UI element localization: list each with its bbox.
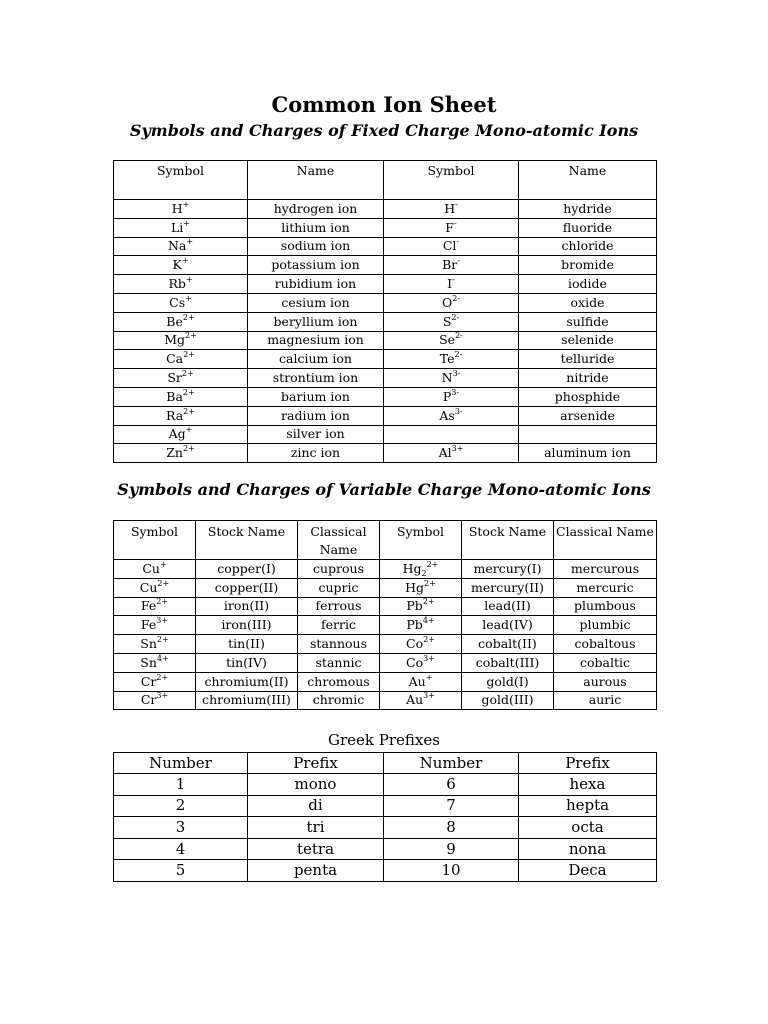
table-cell: chromous xyxy=(298,672,380,691)
ion-charge: 2- xyxy=(452,293,461,303)
table-cell: sulfide xyxy=(519,312,657,331)
table-row xyxy=(114,312,657,331)
column-header: Stock Name xyxy=(196,521,298,560)
table-row xyxy=(114,275,657,294)
ion-charge: 2+ xyxy=(182,312,195,322)
ion-charge: - xyxy=(455,199,458,209)
ion-symbol-cell xyxy=(384,200,519,219)
table-cell: cesium ion xyxy=(248,293,384,312)
table-body xyxy=(114,200,657,463)
table-cell: chromic xyxy=(298,691,380,710)
table-cell: 1 xyxy=(114,774,248,796)
ion-symbol-cell xyxy=(380,597,462,616)
ion-symbol-cell xyxy=(114,444,248,463)
ion-symbol-cell xyxy=(114,312,248,331)
ion-symbol: Cr xyxy=(140,692,157,708)
table-cell: iodide xyxy=(519,275,657,294)
table-row xyxy=(114,817,657,839)
table-cell: hexa xyxy=(519,774,657,796)
fixed-ions-heading: Symbols and Charges of Fixed Charge Mono-atomic Ions xyxy=(129,121,639,140)
ion-symbol-cell xyxy=(114,425,248,444)
table-cell: tetra xyxy=(248,838,384,860)
table-header xyxy=(114,521,657,560)
table-row xyxy=(114,635,657,654)
table-cell: cupric xyxy=(298,578,380,597)
ion-charge: 2- xyxy=(451,312,460,322)
column-header: Symbol xyxy=(384,161,519,200)
ion-charge: - xyxy=(453,218,457,228)
table-cell: mercuric xyxy=(554,578,657,597)
ion-symbol: Ra xyxy=(166,407,184,423)
table-cell: silver ion xyxy=(248,425,384,444)
ion-symbol-cell xyxy=(114,237,248,256)
ion-charge: 3- xyxy=(454,406,463,416)
ion-symbol-cell xyxy=(114,256,248,275)
table-cell: arsenide xyxy=(519,406,657,425)
ion-charge: 3+ xyxy=(451,444,464,454)
table-cell: stannic xyxy=(298,653,380,672)
ion-charge: + xyxy=(425,672,433,682)
table-cell: di xyxy=(248,795,384,817)
ion-symbol-cell xyxy=(114,293,248,312)
table-cell: nona xyxy=(519,838,657,860)
table-cell: strontium ion xyxy=(248,369,384,388)
ion-charge: 2+ xyxy=(422,597,435,607)
table-cell: ferrous xyxy=(298,597,380,616)
table-cell: gold(III) xyxy=(462,691,554,710)
column-header: Symbol xyxy=(380,521,462,560)
table-cell: 4 xyxy=(114,838,248,860)
table-cell: plumbous xyxy=(554,597,657,616)
ion-symbol: Ca xyxy=(166,351,184,367)
ion-symbol-cell xyxy=(384,256,519,275)
ion-symbol-cell xyxy=(114,387,248,406)
table-cell: telluride xyxy=(519,350,657,369)
ion-symbol: S xyxy=(442,313,452,329)
ion-symbol-cell xyxy=(114,616,196,635)
ion-symbol-cell xyxy=(114,560,196,579)
table-row xyxy=(114,293,657,312)
ion-charge: + xyxy=(159,559,167,569)
header-row xyxy=(114,161,657,200)
ion-symbol-cell xyxy=(384,237,519,256)
ion-symbol: N xyxy=(441,370,453,386)
table-row xyxy=(114,860,657,882)
ion-symbol: Ba xyxy=(166,388,183,404)
table-row xyxy=(114,237,657,256)
table-row xyxy=(114,218,657,237)
table-cell: cobaltous xyxy=(554,635,657,654)
table-cell: barium ion xyxy=(248,387,384,406)
table-cell: 3 xyxy=(114,817,248,839)
table-cell: cobalt(II) xyxy=(462,635,554,654)
ion-symbol-cell xyxy=(380,653,462,672)
table-header xyxy=(114,753,657,774)
table-cell: rubidium ion xyxy=(248,275,384,294)
table-cell xyxy=(519,425,657,444)
ion-charge: 2+ xyxy=(183,406,195,416)
ion-charge: - xyxy=(457,256,460,266)
ion-charge: 2- xyxy=(454,350,463,360)
table-cell: mercurous xyxy=(554,560,657,579)
table-row xyxy=(114,616,657,635)
variable-charge-ions-table xyxy=(113,520,657,710)
ion-symbol-cell xyxy=(384,312,519,331)
ion-symbol: Te xyxy=(439,351,455,367)
ion-symbol: F xyxy=(445,219,454,235)
ion-symbol: Au xyxy=(406,692,424,708)
ion-charge: 4+ xyxy=(422,616,435,626)
ion-symbol-cell xyxy=(380,635,462,654)
ion-symbol: Se xyxy=(439,332,456,348)
column-header: Number xyxy=(384,753,519,774)
ion-symbol: Rb xyxy=(168,276,186,292)
table-cell: 9 xyxy=(384,838,519,860)
table-cell: mono xyxy=(248,774,384,796)
table-cell: fluoride xyxy=(519,218,657,237)
table-cell: cobaltic xyxy=(554,653,657,672)
column-header: Prefix xyxy=(519,753,657,774)
ion-symbol: Fe xyxy=(140,598,157,614)
table-cell: stannous xyxy=(298,635,380,654)
ion-symbol: Li xyxy=(170,219,184,235)
table-row xyxy=(114,444,657,463)
ion-symbol-cell xyxy=(114,672,196,691)
variable-ions-heading: Symbols and Charges of Variable Charge Mono-atomic Ions xyxy=(117,480,651,499)
ion-symbol-cell xyxy=(380,691,462,710)
ion-symbol: Co xyxy=(406,654,424,670)
table-cell: tri xyxy=(248,817,384,839)
ion-symbol: Cs xyxy=(169,294,186,310)
table-cell: nitride xyxy=(519,369,657,388)
table-row xyxy=(114,369,657,388)
table-row xyxy=(114,691,657,710)
table-cell: lead(II) xyxy=(462,597,554,616)
ion-symbol-cell xyxy=(114,578,196,597)
ion-symbol: Co xyxy=(406,636,424,652)
ion-symbol-cell xyxy=(380,578,462,597)
ion-symbol: Cu xyxy=(142,560,160,576)
table-cell: copper(II) xyxy=(196,578,298,597)
table-body xyxy=(114,560,657,710)
ion-symbol-cell xyxy=(114,331,248,350)
ion-symbol-cell xyxy=(114,597,196,616)
table-cell: Deca xyxy=(519,860,657,882)
table-cell: 7 xyxy=(384,795,519,817)
table-cell: lithium ion xyxy=(248,218,384,237)
table-row xyxy=(114,672,657,691)
ion-symbol-cell xyxy=(384,369,519,388)
table-cell: 5 xyxy=(114,860,248,882)
header-row xyxy=(114,521,657,560)
ion-charge: 2+ xyxy=(426,559,439,569)
ion-symbol-cell xyxy=(114,200,248,219)
ion-symbol-cell xyxy=(380,560,462,579)
ion-symbol-cell xyxy=(114,275,248,294)
ion-symbol-cell xyxy=(384,387,519,406)
ion-symbol: Sn xyxy=(140,636,157,652)
ion-symbol-cell xyxy=(380,672,462,691)
ion-symbol: H xyxy=(171,200,183,216)
ion-charge: 4+ xyxy=(156,653,169,663)
table-cell: auric xyxy=(554,691,657,710)
ion-symbol-cell xyxy=(114,369,248,388)
ion-symbol: I xyxy=(447,276,453,292)
ion-symbol-cell xyxy=(114,218,248,237)
ion-charge: 2+ xyxy=(182,444,195,454)
ion-symbol-cell xyxy=(384,406,519,425)
ion-symbol: Cr xyxy=(140,673,157,689)
table-cell: sodium ion xyxy=(248,237,384,256)
table-cell: bromide xyxy=(519,256,657,275)
ion-charge: 2+ xyxy=(156,597,169,607)
page-title: Common Ion Sheet xyxy=(271,92,497,117)
ion-charge: 2+ xyxy=(185,331,197,341)
column-header: Name xyxy=(519,161,657,200)
table-cell: cobalt(III) xyxy=(462,653,554,672)
table-cell: chromium(II) xyxy=(196,672,298,691)
ion-charge: 3- xyxy=(451,387,460,397)
table-body xyxy=(114,774,657,882)
ion-charge: 2+ xyxy=(157,578,170,588)
ion-symbol-cell xyxy=(384,293,519,312)
table-cell: phosphide xyxy=(519,387,657,406)
table-row xyxy=(114,578,657,597)
ion-charge: 2- xyxy=(455,331,463,341)
ion-symbol: Al xyxy=(438,445,452,461)
table-row xyxy=(114,838,657,860)
column-header: Stock Name xyxy=(462,521,554,560)
ion-charge: - xyxy=(452,275,455,285)
table-header xyxy=(114,161,657,200)
ion-charge: 3- xyxy=(452,369,461,379)
table-cell: mercury(II) xyxy=(462,578,554,597)
table-cell: mercury(I) xyxy=(462,560,554,579)
table-row xyxy=(114,560,657,579)
ion-symbol: Ag xyxy=(168,426,186,442)
ion-charge: + xyxy=(183,218,190,228)
ion-symbol: O xyxy=(441,294,453,310)
table-cell: selenide xyxy=(519,331,657,350)
column-header: Symbol xyxy=(114,521,196,560)
ion-charge: + xyxy=(185,275,193,285)
table-cell: 6 xyxy=(384,774,519,796)
table-row xyxy=(114,350,657,369)
ion-charge: - xyxy=(456,237,460,247)
ion-charge: 3+ xyxy=(156,616,169,626)
ion-symbol-cell xyxy=(114,635,196,654)
ion-symbol-cell xyxy=(380,616,462,635)
table-cell: penta xyxy=(248,860,384,882)
ion-symbol-cell xyxy=(114,406,248,425)
ion-symbol: Zn xyxy=(166,445,183,461)
greek-prefixes-heading: Greek Prefixes xyxy=(328,731,440,749)
ion-charge: 2+ xyxy=(423,635,435,645)
table-cell: radium ion xyxy=(248,406,384,425)
table-cell: copper(I) xyxy=(196,560,298,579)
table-cell: calcium ion xyxy=(248,350,384,369)
ion-charge: 3+ xyxy=(423,653,435,663)
table-cell: magnesium ion xyxy=(248,331,384,350)
ion-symbol: Be xyxy=(166,313,183,329)
ion-symbol: Cl xyxy=(442,238,457,254)
table-cell: beryllium ion xyxy=(248,312,384,331)
ion-symbol: Na xyxy=(167,238,187,254)
ion-symbol: As xyxy=(439,407,455,423)
ion-symbol: Hg xyxy=(405,579,425,595)
ion-symbol-cell xyxy=(384,444,519,463)
ion-symbol-cell xyxy=(114,653,196,672)
table-cell: 8 xyxy=(384,817,519,839)
table-row xyxy=(114,597,657,616)
greek-prefixes-table xyxy=(113,752,657,882)
table-cell: octa xyxy=(519,817,657,839)
table-cell: potassium ion xyxy=(248,256,384,275)
column-header: Name xyxy=(248,161,384,200)
ion-symbol: P xyxy=(442,388,452,404)
table-cell: 10 xyxy=(384,860,519,882)
ion-charge: + xyxy=(186,237,194,247)
ion-symbol-cell xyxy=(384,218,519,237)
ion-symbol: Br xyxy=(442,257,458,273)
ion-charge: 2+ xyxy=(156,635,169,645)
table-cell: oxide xyxy=(519,293,657,312)
column-header: Classical Name xyxy=(298,521,380,560)
ion-symbol: Mg xyxy=(164,332,185,348)
table-row xyxy=(114,200,657,219)
table-row xyxy=(114,425,657,444)
table-cell: aurous xyxy=(554,672,657,691)
table-cell: plumbic xyxy=(554,616,657,635)
table-cell: hydrogen ion xyxy=(248,200,384,219)
column-header: Symbol xyxy=(114,161,248,200)
ion-charge: 2+ xyxy=(182,387,195,397)
ion-symbol-cell xyxy=(384,331,519,350)
ion-charge: 2+ xyxy=(181,369,194,379)
ion-symbol: Au xyxy=(408,673,426,689)
header-row xyxy=(114,753,657,774)
column-header: Classical Name xyxy=(554,521,657,560)
ion-symbol: Pb xyxy=(406,598,423,614)
table-cell: cuprous xyxy=(298,560,380,579)
table-cell: chloride xyxy=(519,237,657,256)
ion-charge: 3+ xyxy=(423,691,435,701)
ion-symbol-cell xyxy=(384,275,519,294)
ion-charge: + xyxy=(182,199,190,209)
ion-symbol: H xyxy=(444,200,456,216)
ion-symbol: K xyxy=(172,257,182,273)
ion-subscript: 2 xyxy=(421,568,427,578)
table-row xyxy=(114,653,657,672)
ion-charge: 2+ xyxy=(156,672,169,682)
ion-charge: + xyxy=(181,256,189,266)
ion-symbol-cell xyxy=(384,350,519,369)
table-cell: zinc ion xyxy=(248,444,384,463)
ion-symbol: Hg xyxy=(402,560,422,576)
table-row xyxy=(114,256,657,275)
ion-charge: 3+ xyxy=(156,691,169,701)
table-row xyxy=(114,774,657,796)
table-cell: hydride xyxy=(519,200,657,219)
ion-symbol-cell xyxy=(114,350,248,369)
column-header: Prefix xyxy=(248,753,384,774)
ion-symbol: Sr xyxy=(167,370,182,386)
table-row xyxy=(114,387,657,406)
table-row xyxy=(114,406,657,425)
table-cell: aluminum ion xyxy=(519,444,657,463)
ion-charge: 2+ xyxy=(424,578,436,588)
ion-charge: + xyxy=(185,425,193,435)
table-row xyxy=(114,795,657,817)
table-cell: tin(IV) xyxy=(196,653,298,672)
ion-symbol: Sn xyxy=(140,654,157,670)
table-cell: 2 xyxy=(114,795,248,817)
ion-symbol-cell xyxy=(114,691,196,710)
table-cell: chromium(III) xyxy=(196,691,298,710)
ion-charge: + xyxy=(185,293,192,303)
ion-symbol: Pb xyxy=(406,617,423,633)
table-cell: ferric xyxy=(298,616,380,635)
table-cell xyxy=(384,425,519,444)
table-cell: tin(II) xyxy=(196,635,298,654)
ion-symbol: Cu xyxy=(139,579,158,595)
ion-symbol: Fe xyxy=(140,617,157,633)
table-cell: hepta xyxy=(519,795,657,817)
column-header: Number xyxy=(114,753,248,774)
fixed-charge-ions-table xyxy=(113,160,657,463)
ion-charge: 2+ xyxy=(183,350,195,360)
table-cell: iron(III) xyxy=(196,616,298,635)
table-row xyxy=(114,331,657,350)
table-cell: lead(IV) xyxy=(462,616,554,635)
table-cell: gold(I) xyxy=(462,672,554,691)
table-cell: iron(II) xyxy=(196,597,298,616)
